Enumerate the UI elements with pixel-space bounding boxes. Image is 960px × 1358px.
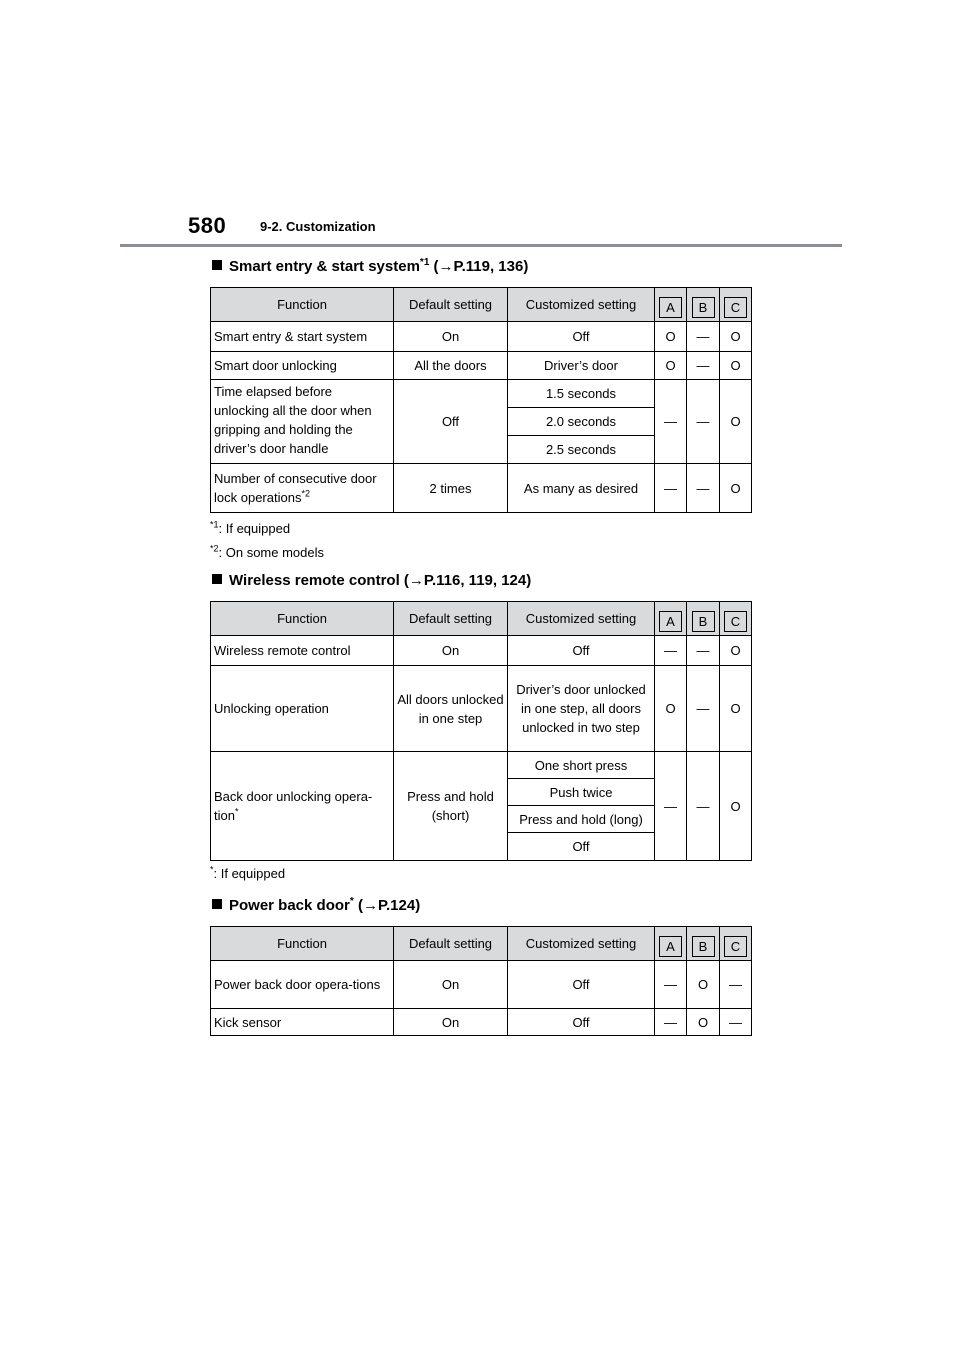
column-header-function: Function — [211, 602, 394, 636]
cell-customized: Driver’s door — [508, 352, 655, 380]
table-row — [211, 352, 752, 380]
power-back-door-table — [210, 926, 752, 1036]
table-row — [211, 464, 752, 513]
cell-c: O — [720, 380, 752, 464]
cell-customized: Off — [508, 961, 655, 1009]
cell-customized: Press and hold (long) — [508, 806, 655, 833]
table-header-row — [211, 288, 752, 322]
cell-customized: Driver’s door unlocked in one step, all doors unlocked in two step — [508, 666, 655, 752]
cell-function: Number of consecutive door lock operations$^{*2}$ — [211, 464, 394, 513]
column-header-function: Function — [211, 288, 394, 322]
cell-b: — — [687, 636, 720, 666]
chapter-title: 9-2. Customization — [260, 219, 376, 234]
abc-badge-a: A — [659, 297, 682, 318]
cell-b: O — [687, 961, 720, 1009]
column-header-default: Default setting — [394, 288, 508, 322]
footnote: $^{*1}$: If equipped — [210, 519, 291, 536]
cell-c: O — [720, 322, 752, 352]
cell-customized: One short press — [508, 752, 655, 779]
column-header-default: Default setting — [394, 927, 508, 961]
column-header-c — [720, 927, 752, 961]
abc-badge-a: A — [659, 936, 682, 957]
cell-c: O — [720, 752, 752, 861]
column-header-b — [687, 288, 720, 322]
cell-customized: Off — [508, 1009, 655, 1036]
section-title-power-back-door: Power back door* (→P.124) — [212, 897, 420, 914]
bullet-square-icon — [212, 574, 222, 584]
column-header-a — [655, 927, 687, 961]
cell-function: Smart door unlocking — [211, 352, 394, 380]
cell-function: Back door unlocking opera-tion* — [211, 752, 394, 861]
column-header-a — [655, 602, 687, 636]
abc-badge-c: C — [724, 936, 747, 957]
table-row — [211, 322, 752, 352]
table-row — [211, 636, 752, 666]
page-number: 580 — [188, 213, 227, 238]
cell-function: Wireless remote control — [211, 636, 394, 666]
table-header-row — [211, 927, 752, 961]
cell-a: O — [655, 322, 687, 352]
cell-b: — — [687, 464, 720, 513]
cell-function: Smart entry & start system — [211, 322, 394, 352]
abc-badge-b: B — [692, 297, 715, 318]
cell-default: 2 times — [394, 464, 508, 513]
column-header-customized: Customized setting — [508, 288, 655, 322]
cell-a: O — [655, 352, 687, 380]
abc-badge-b: B — [692, 936, 715, 957]
page-reference-link[interactable]: (→P.116, 119, 124) — [399, 572, 532, 589]
section-title-smart-entry: Smart entry & start system$^{*1}$ (→P.119, 136) — [212, 258, 528, 275]
cell-b: — — [687, 322, 720, 352]
footnote: $^{*2}$: On some models — [210, 543, 325, 560]
cell-customized: Off — [508, 322, 655, 352]
cell-default: All doors unlocked in one step — [394, 666, 508, 752]
cell-b: O — [687, 1009, 720, 1036]
column-header-c — [720, 602, 752, 636]
cell-c: O — [720, 666, 752, 752]
cell-default: On — [394, 322, 508, 352]
table-row — [211, 380, 752, 408]
cell-customized: 2.0 seconds — [508, 408, 655, 436]
cell-function: Power back door opera-tions — [211, 961, 394, 1009]
smart-entry-table — [210, 287, 752, 513]
cell-c: O — [720, 352, 752, 380]
column-header-function: Function — [211, 927, 394, 961]
page-reference-link[interactable]: (→P.119, 136) — [429, 258, 529, 275]
wireless-remote-table — [210, 601, 752, 861]
column-header-b — [687, 927, 720, 961]
cell-customized: 1.5 seconds — [508, 380, 655, 408]
cell-function: Time elapsed before unlocking all the door when gripping and holding the driver’s door handle — [211, 380, 394, 464]
column-header-b — [687, 602, 720, 636]
cell-c: O — [720, 464, 752, 513]
cell-b: — — [687, 752, 720, 861]
cell-c: — — [720, 1009, 752, 1036]
column-header-customized: Customized setting — [508, 602, 655, 636]
cell-function: Kick sensor — [211, 1009, 394, 1036]
cell-customized: Push twice — [508, 779, 655, 806]
cell-default: On — [394, 961, 508, 1009]
abc-badge-a: A — [659, 611, 682, 632]
cell-default: On — [394, 636, 508, 666]
cell-default: Off — [394, 380, 508, 464]
cell-customized: Off — [508, 636, 655, 666]
cell-b: — — [687, 352, 720, 380]
cell-default: All the doors — [394, 352, 508, 380]
abc-badge-b: B — [692, 611, 715, 632]
cell-b: — — [687, 666, 720, 752]
cell-customized: 2.5 seconds — [508, 436, 655, 464]
header-rule — [120, 244, 842, 247]
cell-a: — — [655, 752, 687, 861]
cell-a: — — [655, 1009, 687, 1036]
cell-c: O — [720, 636, 752, 666]
cell-function: Unlocking operation — [211, 666, 394, 752]
cell-a: — — [655, 464, 687, 513]
column-header-customized: Customized setting — [508, 927, 655, 961]
column-header-default: Default setting — [394, 602, 508, 636]
section-title-wireless-remote: Wireless remote control (→P.116, 119, 124) — [212, 572, 531, 589]
cell-c: — — [720, 961, 752, 1009]
cell-customized: Off — [508, 833, 655, 861]
table-header-row — [211, 602, 752, 636]
footnote: *: If equipped — [210, 864, 286, 881]
cell-a: — — [655, 961, 687, 1009]
table-row — [211, 961, 752, 1009]
cell-b: — — [687, 380, 720, 464]
page-header — [188, 213, 848, 245]
abc-badge-c: C — [724, 297, 747, 318]
table-row — [211, 752, 752, 779]
bullet-square-icon — [212, 260, 222, 270]
cell-a: O — [655, 666, 687, 752]
cell-customized: As many as desired — [508, 464, 655, 513]
table-row — [211, 666, 752, 752]
cell-default: On — [394, 1009, 508, 1036]
cell-default: Press and hold (short) — [394, 752, 508, 861]
cell-a: — — [655, 636, 687, 666]
column-header-c — [720, 288, 752, 322]
bullet-square-icon — [212, 899, 222, 909]
table-row — [211, 1009, 752, 1036]
cell-a: — — [655, 380, 687, 464]
column-header-a — [655, 288, 687, 322]
page-reference-link[interactable]: (→P.124) — [353, 897, 421, 914]
abc-badge-c: C — [724, 611, 747, 632]
